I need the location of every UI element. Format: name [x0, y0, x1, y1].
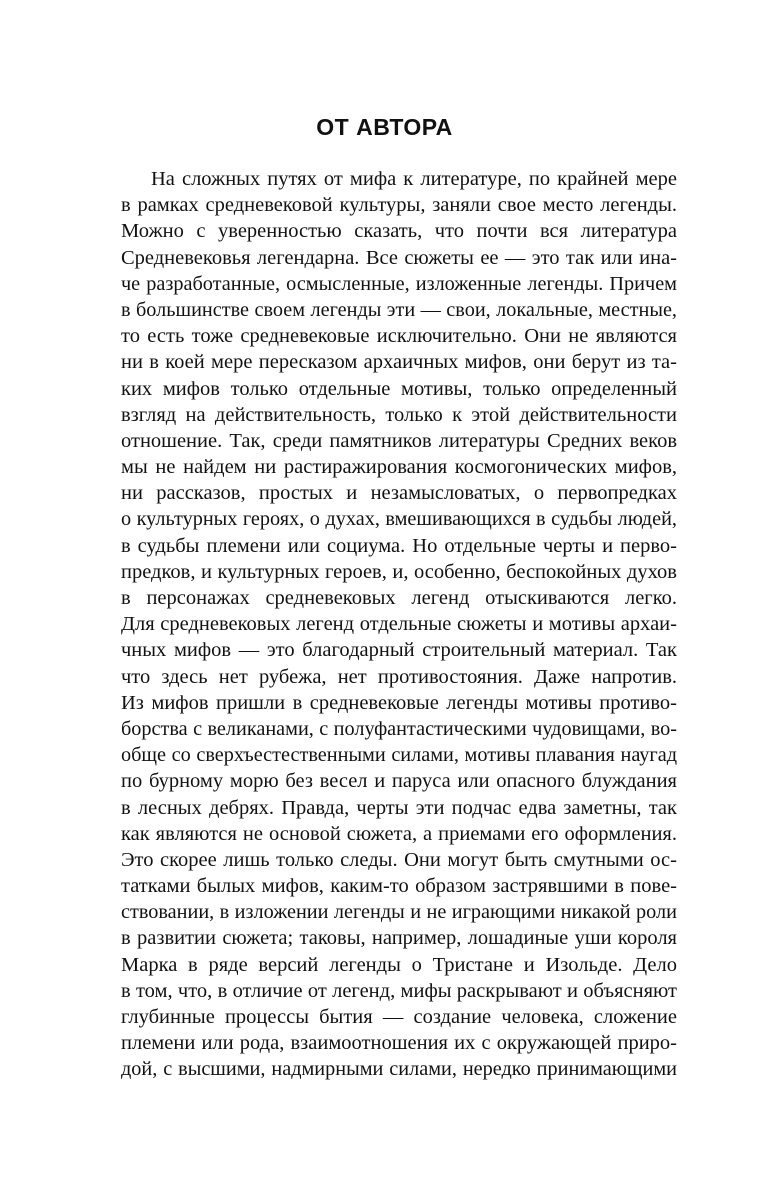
text-line: Для средневековых легенд отдельные сюжеты и мотивы архаи- [121, 613, 677, 636]
text-line: по бурному морю без весел и паруса или опасного блуждания [121, 770, 677, 793]
text-line: На сложных путях от мифа к литературе, по крайней мере [151, 168, 677, 190]
text-line: предков, и культурных героев, и, особенно, беспокойных духов [121, 560, 677, 583]
text-line: Марка в ряде версий легенды о Тристане и Изольде. Дело [121, 953, 677, 976]
text-line: глубинные процессы бытия — создание человека, сложение [121, 1006, 677, 1028]
chapter-title: ОТ АВТОРА [316, 114, 453, 140]
text-line: племени или рода, взаимоотношения их с окружающей приро- [121, 1032, 677, 1055]
text-line: в большинстве своем легенды эти — свои, локальные, местные, [121, 298, 677, 321]
text-line: борства с великанами, с полуфантастическими чудовищами, во- [121, 717, 677, 740]
text-line: татками былых мифов, каким-то образом застрявшими в пове- [121, 875, 677, 898]
text-line: в рамках средневековой культуры, заняли свое место легенды. [121, 194, 677, 217]
text-line: дой, с высшими, надмирными силами, нередко принимающими [121, 1058, 677, 1081]
text-line: как являются не основой сюжета, а приемами его оформления. [121, 822, 677, 845]
text-line: то есть тоже средневековые исключительно. Они не являются [121, 325, 677, 348]
text-line: Это скорее лишь только следы. Они могут быть смутными ос- [121, 848, 677, 871]
text-line: ствовании, в изложении легенды и не играющими никакой роли [121, 901, 677, 924]
text-line: чных мифов — это благодарный строительный материал. Так [121, 639, 677, 662]
text-line: ни в коей мере пересказом архаичных мифов, они берут из та- [121, 351, 677, 374]
text-line: Средневековья легендарна. Все сюжеты ее — это так или ина- [121, 246, 677, 269]
text-line: Из мифов пришли в средневековые легенды мотивы противо- [121, 691, 677, 714]
body-text [121, 166, 677, 1083]
text-line: в развитии сюжета; таковы, например, лошадиные уши короля [121, 927, 677, 950]
text-line: мы не найдем ни растиражирования космогонических мифов, [121, 456, 677, 479]
text-line: что здесь нет рубежа, нет противостояния. Даже напротив. [121, 665, 677, 688]
text-line: о культурных героях, о духах, вмешивающихся в судьбы людей, [121, 508, 677, 531]
text-line: обще со сверхъестественными силами, мотивы плавания наугад [121, 744, 677, 767]
text-line: в лесных дебрях. Правда, черты эти подчас едва заметны, так [121, 796, 677, 819]
text-line: ких мифов только отдельные мотивы, только определенный [121, 377, 677, 400]
text-line: в том, что, в отличие от легенд, мифы раскрывают и объясняют [121, 979, 677, 1002]
text-line: отношение. Так, среди памятников литературы Средних веков [121, 429, 677, 452]
text-line: взгляд на действительность, только к этой действительности [121, 403, 677, 426]
text-line: че разработанные, осмысленные, изложенные легенды. Причем [121, 272, 677, 295]
text-line: ни рассказов, простых и незамысловатых, о первопредках [121, 482, 677, 505]
text-line: в персонажах средневековых легенд отыскиваются легко. [121, 587, 677, 609]
text-line: в судьбы племени или социума. Но отдельные черты и перво- [121, 534, 677, 557]
text-line: Можно с уверенностью сказать, что почти вся литература [121, 220, 677, 243]
